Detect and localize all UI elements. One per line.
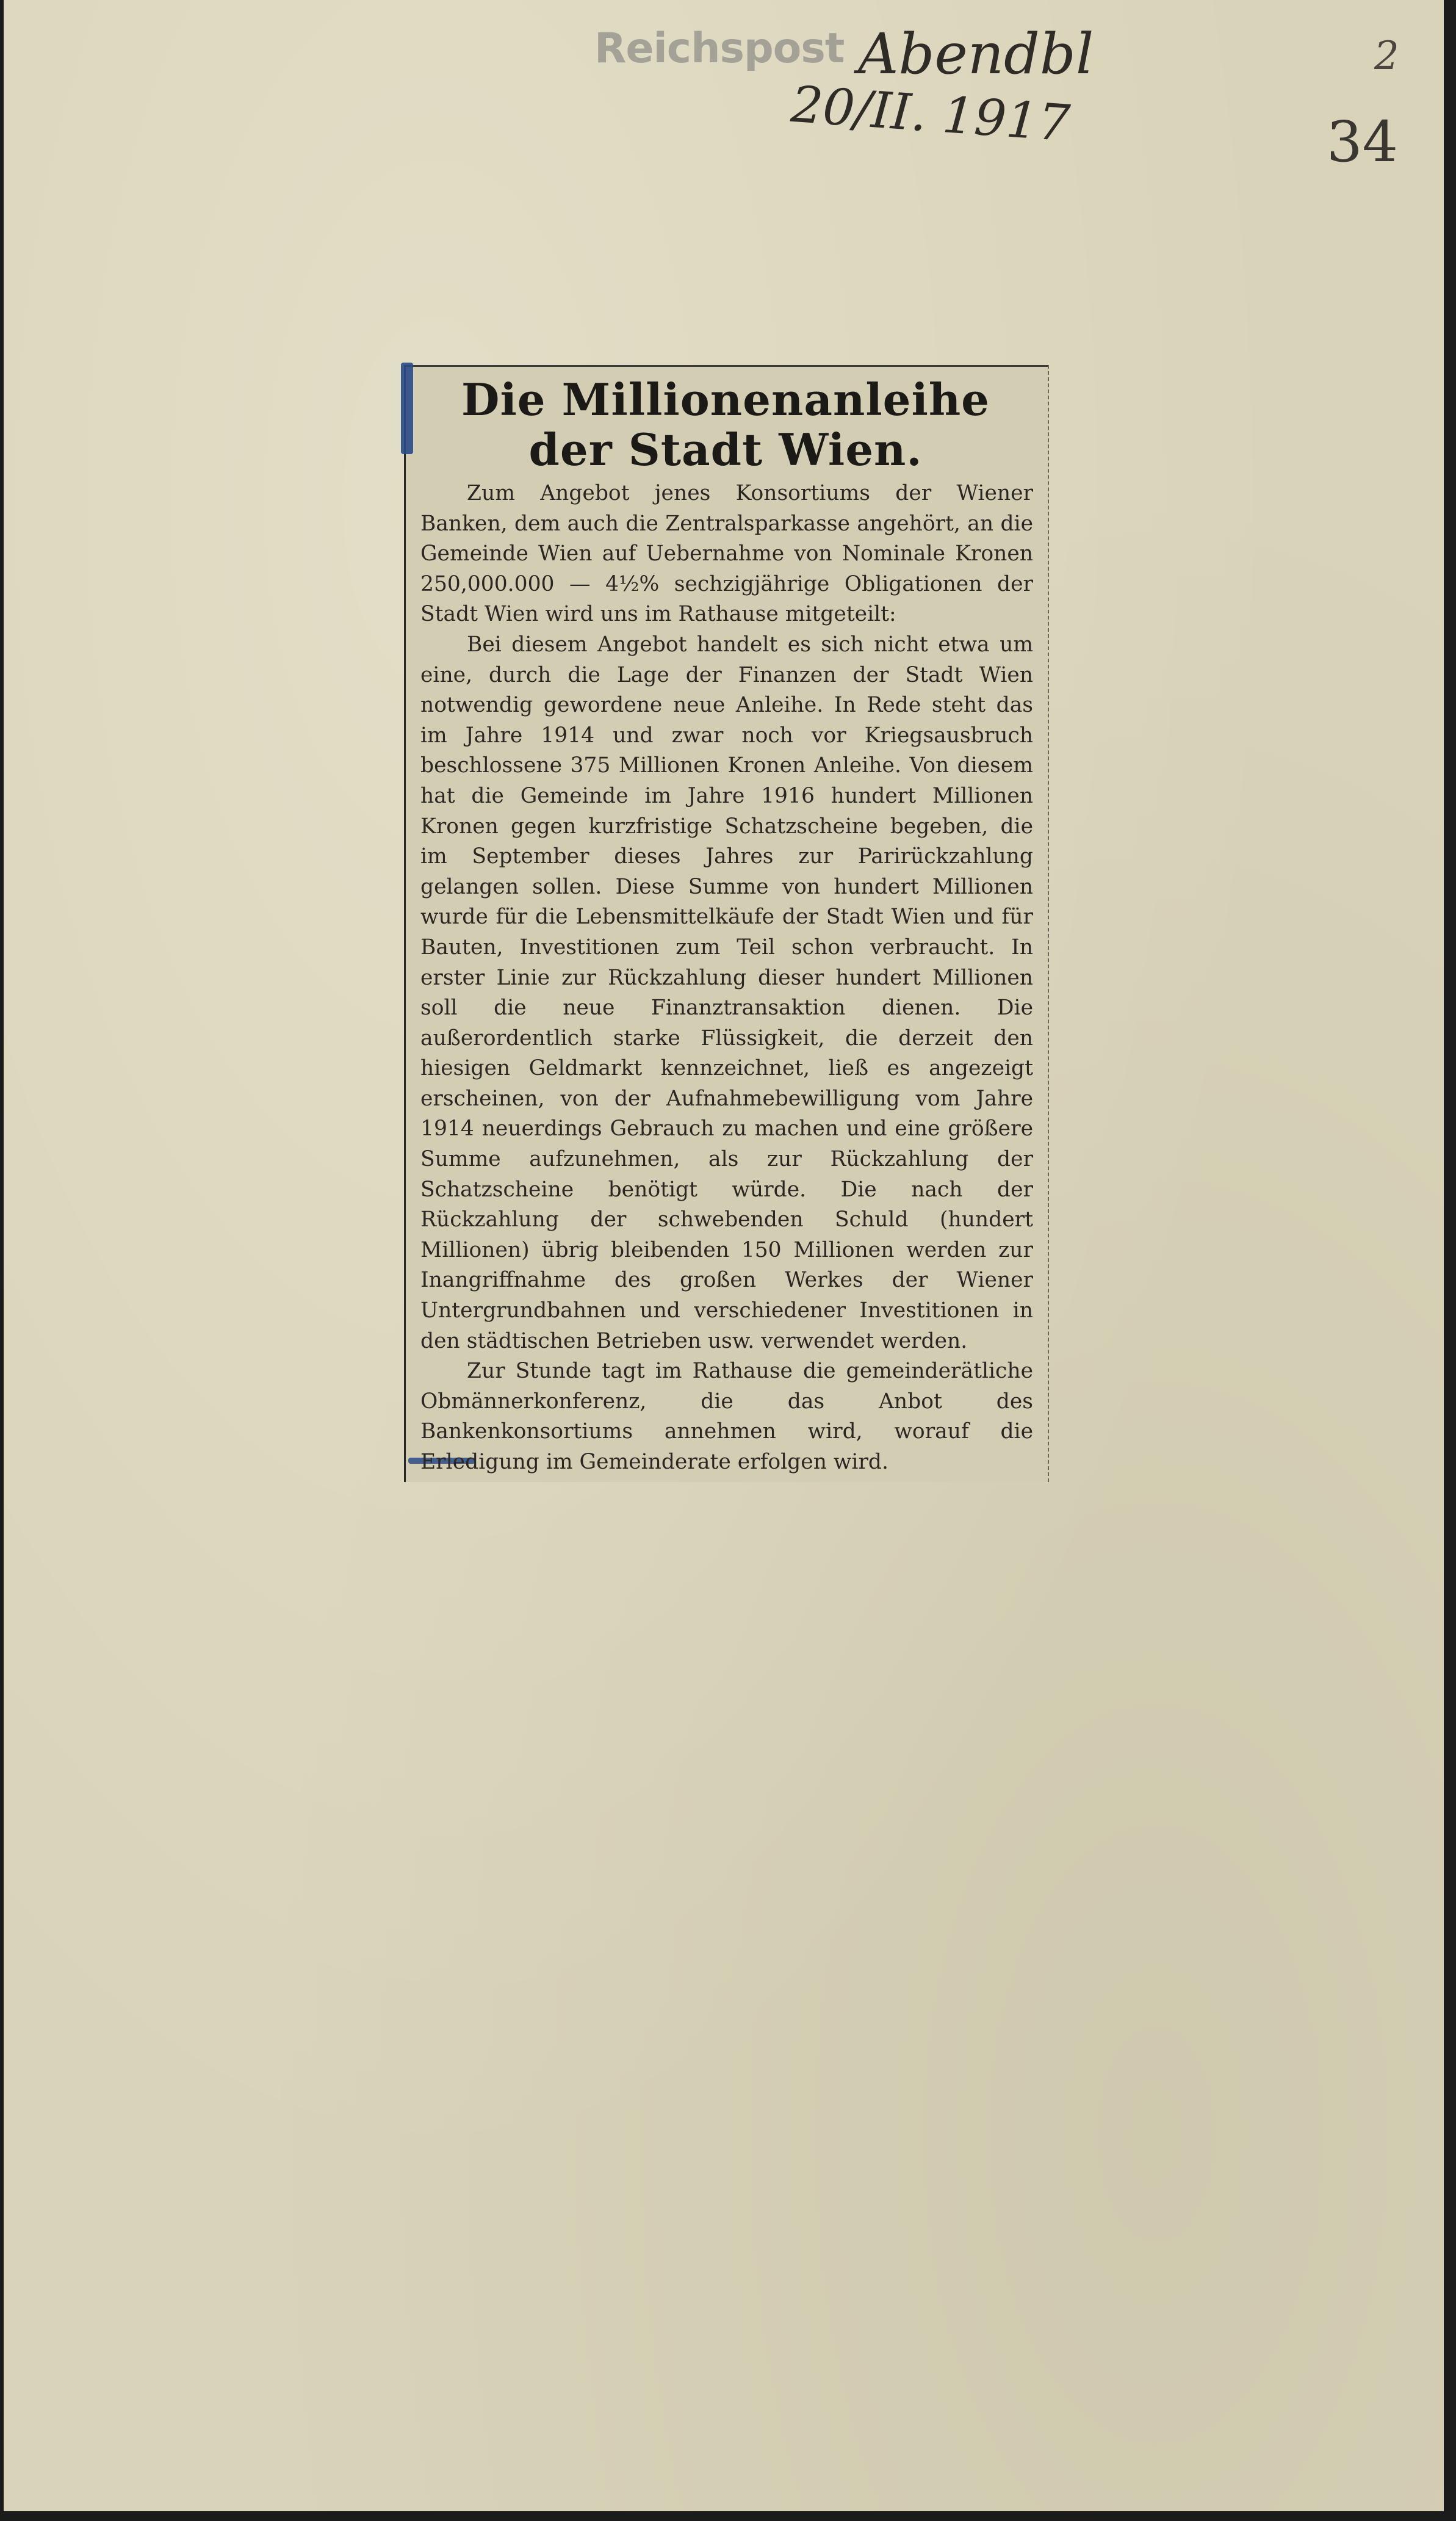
blue-pencil-mark: [401, 363, 413, 454]
newspaper-stamp: Reichspost: [594, 24, 845, 73]
handwritten-issue-note: Abendbl: [858, 21, 1094, 87]
archive-sheet: [4, 0, 1444, 2511]
article-body: [420, 479, 1033, 1478]
newspaper-clipping: [404, 365, 1049, 1482]
article-paragraph-main: Bei diesem Angebot handelt es sich nicht etwa um eine, durch die Lage der Finanzen der Stadt Wien notwendig gewordene neue Anleihe. In Rede steht das im Jahre 1914 und zwar noch vor Kriegsausbruch beschlossene 375 Millionen Kronen Anleihe. Von diesem hat die Gemeinde im Jahre 1916 hundert Millionen Kronen gegen kurzfristige Schatzscheine begeben, die im September dieses Jahres zur Parirückzahlung gelangen sollen. Diese Summe von hundert Millionen wurde für die Lebensmittelkäufe der Stadt Wien und für Bauten, Investitionen zum Teil schon verbraucht. In erster Linie zur Rückzahlung dieser hundert Millionen soll die neue Finanztransaktion dienen. Die außerordentlich starke Flüssigkeit, die derzeit den hiesigen Geldmarkt kennzeichnet, ließ es angezeigt erscheinen, von der Aufnahmebewilligung vom Jahre 1914 neuerdings Gebrauch zu machen und eine größere Summe aufzunehmen, als zur Rückzahlung der Schatzscheine benötigt würde. Die nach der Rückzahlung der schwebenden Schuld (hundert Millionen) übrig bleibenden 150 Millionen werden zur Inangriffnahme des großen Werkes der Wiener Untergrundbahnen und verschiedener Investitionen in den städtischen Betrieben usw. verwendet werden.: [420, 632, 1033, 1353]
article-paragraph-closing: Zur Stunde tagt im Rathause die gemeinderätliche Obmännerkonferenz, die das Anbot des Bankenkonsortiums annehmen wird, worauf die Erledigung im Gemeinderate erfolgen wird.: [420, 1359, 1033, 1474]
handwritten-page-number: 34: [1327, 109, 1399, 175]
article-headline: Die Millionenanleihe der Stadt Wien.: [461, 374, 990, 476]
handwritten-date: 20/II. 1917: [789, 75, 1072, 153]
handwritten-corner-mark: 2: [1374, 34, 1399, 79]
article-paragraph-intro: Zum Angebot jenes Konsortiums der Wiener Banken, dem auch die Zentralsparkasse angehört, an die Gemeinde Wien auf Uebernahme von Nominale Kronen 250,000.000 — 4½% sechzigjährige Obligationen der Stadt Wien wird uns im Rathause mitgeteilt:: [420, 481, 1033, 627]
